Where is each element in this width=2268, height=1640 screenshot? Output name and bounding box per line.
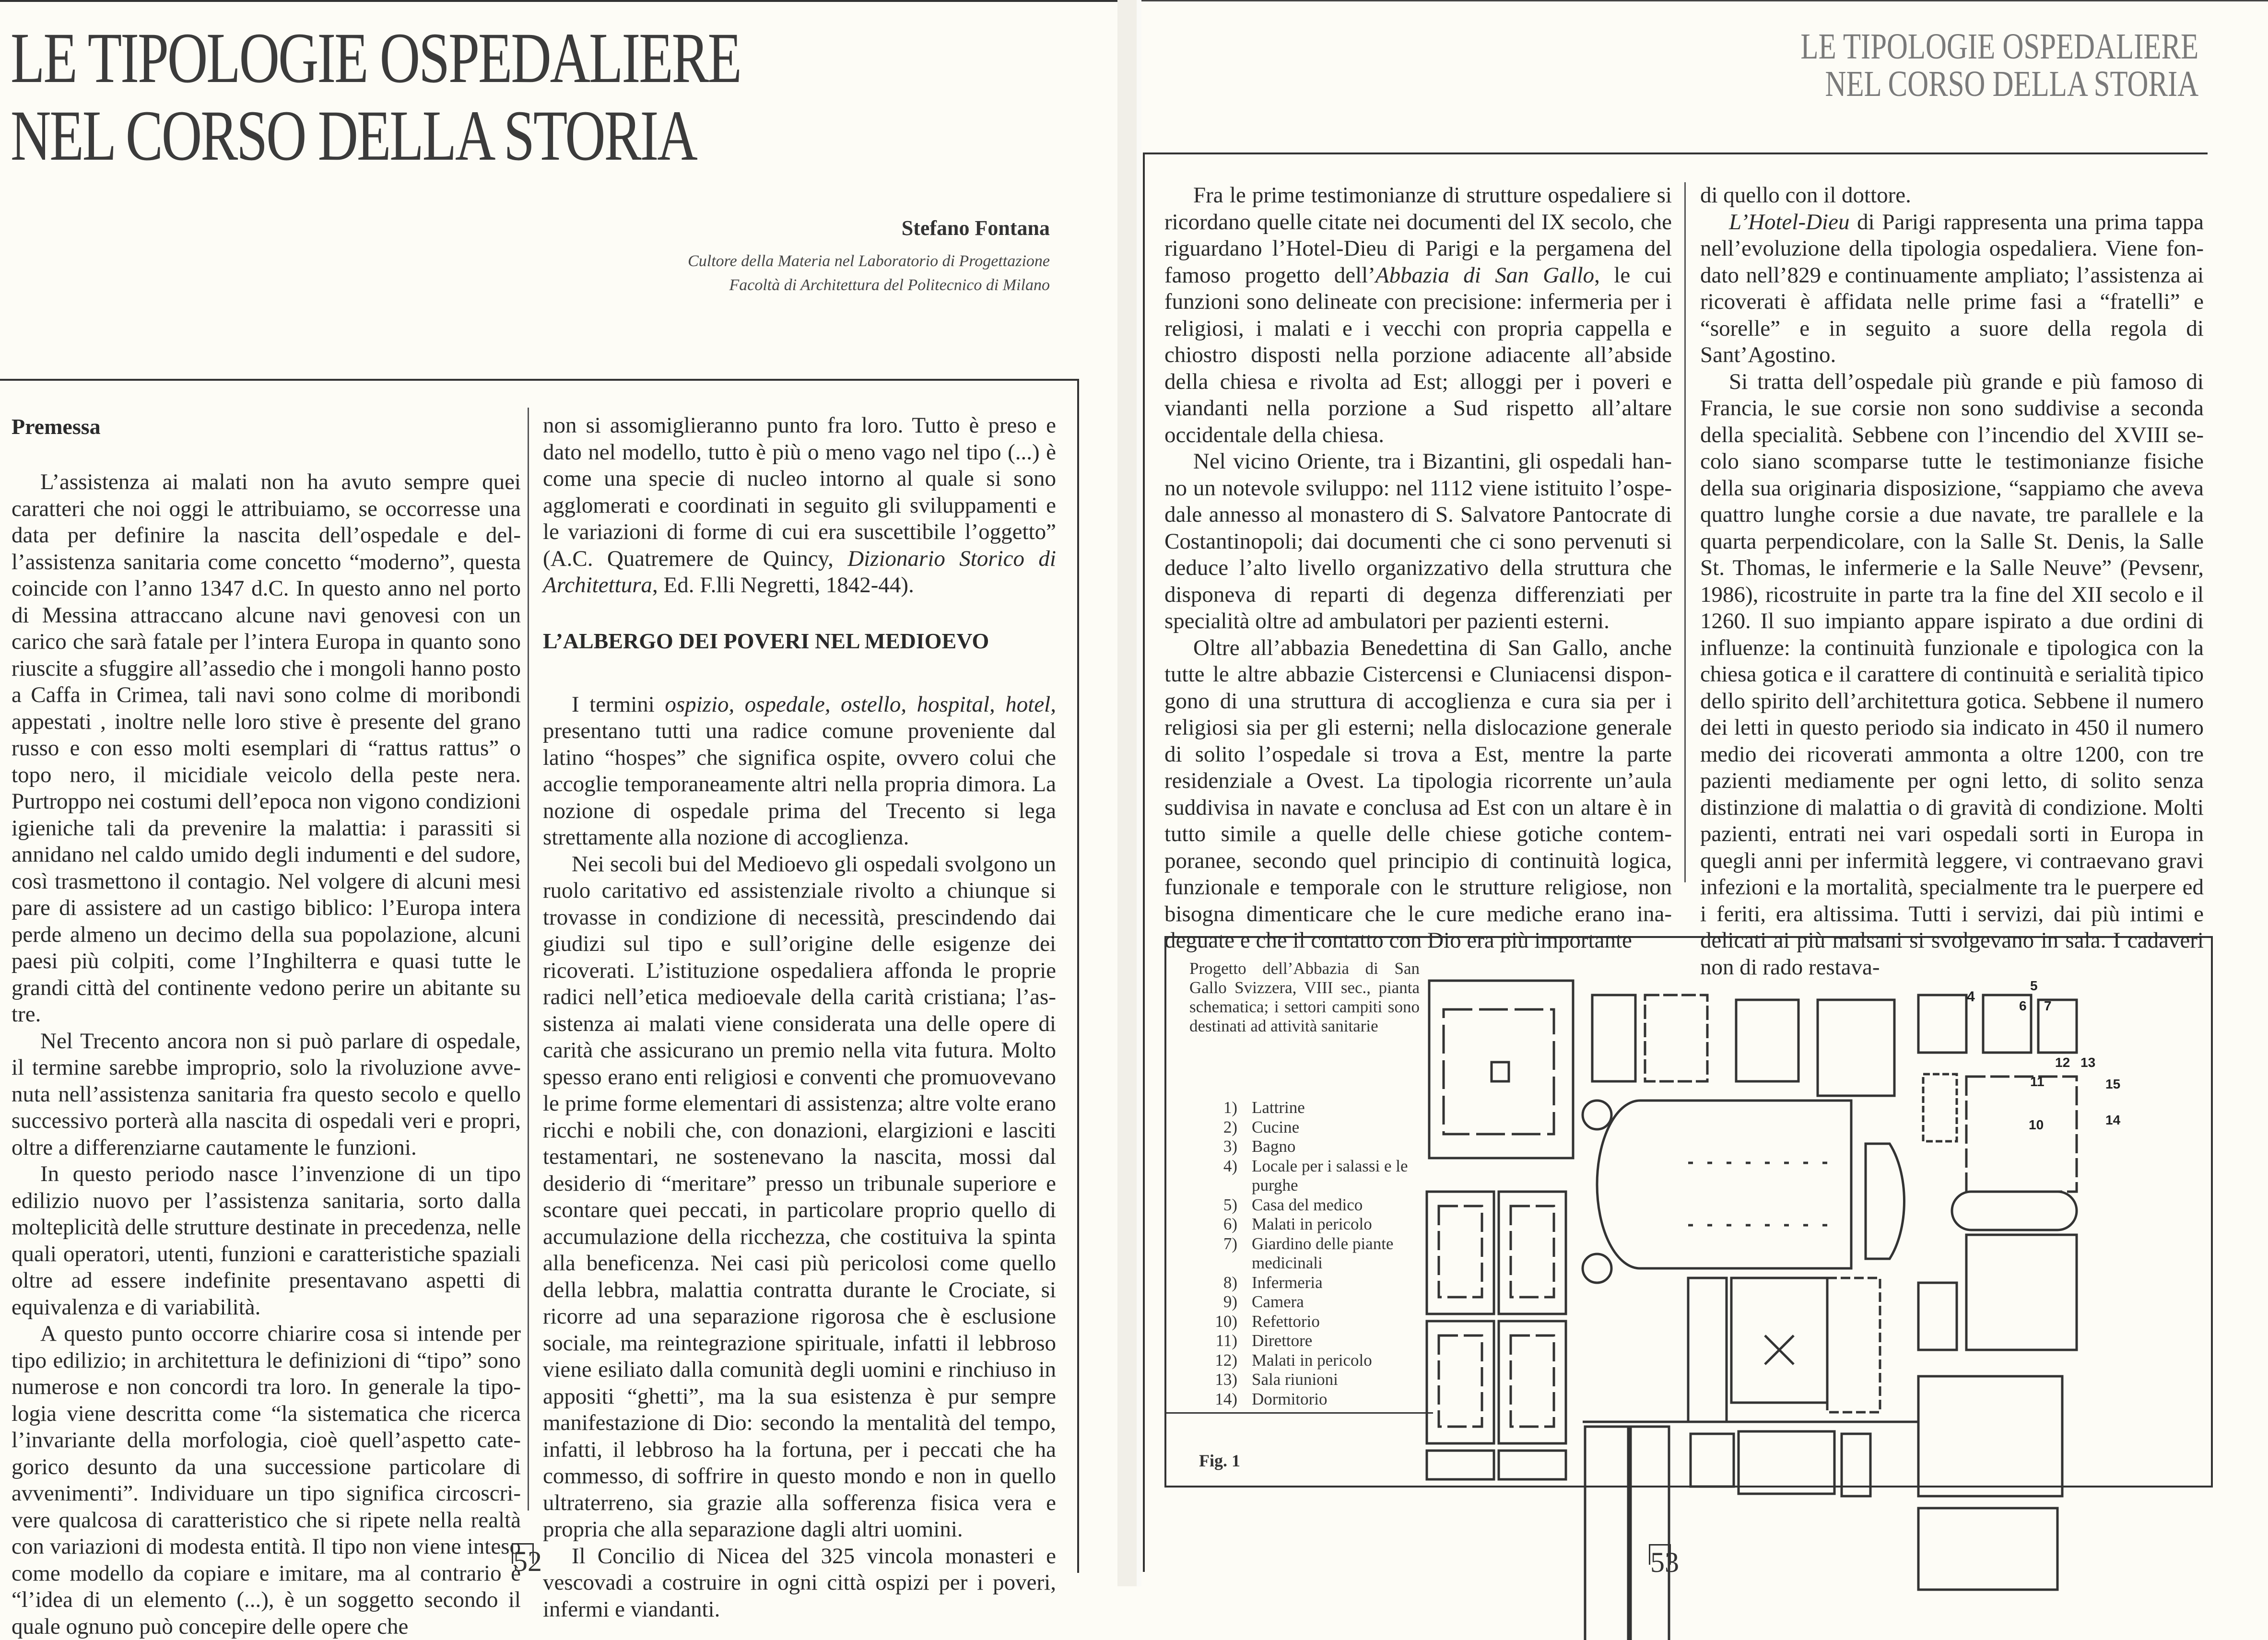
- plan-garden: [1918, 1376, 2062, 1496]
- plan-block: [1511, 1335, 1554, 1427]
- plan-infirmary: [1966, 1077, 2077, 1192]
- legend-item: [1189, 1331, 1420, 1351]
- page-number-right: 53: [1649, 1544, 1671, 1565]
- plan-church: [1597, 1101, 1851, 1268]
- plan-block: [1827, 1278, 1880, 1412]
- italic-hotel-dieu: L’Hotel-Dieu: [1729, 209, 1850, 234]
- plan-block: [1736, 1000, 1798, 1081]
- right-frame-top-rule: [1143, 152, 2208, 154]
- figure-caption: Progetto dell’Abbazia di San Gallo Svizzera, VIII sec., pianta schematica; i settori campiti sono destinati ad attività sanitarie: [1189, 959, 1420, 1035]
- legend-number: 13): [1215, 1370, 1237, 1389]
- plan-label-12: 12: [2055, 1055, 2070, 1070]
- paragraph: Nel vicino Oriente, tra i Bizantini, gli ospedali hanno un notevole sviluppo: nel 1112 viene istituito l’ospedale annesso al monastero di S. Salvatore Pantocrate di Costantinopoli; dai documenti che ci sono pervenuti si deduce l’alto livello organizzativo della struttura che disponeva di reparti di degenza differenziati per specialità oltre ad ambulatori per pazienti esterni.: [1164, 449, 1672, 633]
- legend-text: Refettorio: [1252, 1312, 1320, 1331]
- book-gutter: [1117, 0, 1137, 1586]
- paragraph: A questo punto occorre chiarire cosa si intende per tipo edilizio; in architettura le definizioni di “tipo” sono numerose e non concordi tra loro. In generale la tipologia viene descritta come “la sistematica che ricerca l’invariante della morfologia, cioè quell’aspetto categorico desunto da una successione particolare di avvenimenti”. Individuare un tipo significa circoscrivere qualcosa di caratteristico che si ripete nella realtà con variazioni di modesta entità. Il tipo non viene inteso come modello da copiare e imitare, ma al contrario è “l’idea di un elemento (...), è un soggetto secondo il quale ognuno può concepire delle opere che: [12, 1321, 521, 1639]
- plan-block: [1499, 1321, 1566, 1443]
- legend-item: [1189, 1312, 1420, 1332]
- left-column-divider: [528, 408, 529, 1511]
- legend-item: [1189, 1157, 1420, 1195]
- book-gutter-edge: [1137, 0, 1141, 1586]
- quote-text: non si assomiglieranno punto fra loro. Tutto è preso e dato nel modello, tutto è più o meno vago nel tipo (...) è come una specie di nucleo intorno al quale si sono agglomerati e coordinati in seguito gli sviluppamenti e le variazioni di forme di cui era suscettibile l’oggetto” (A.C. Quatremere de Quincy,: [543, 413, 1056, 571]
- legend-item: [1189, 1390, 1420, 1409]
- text-span: , le cui funzioni sono delineate con precisione: infermeria per i religiosi, i malati e i vecchi con propria cappella e chiostro disposti nella porzione adiacente all’abside della chiesa e rivolta ad Est; alloggi per i poveri e viandanti nella porzione a Sud rispetto all’altare occidentale della chiesa.: [1164, 262, 1672, 447]
- plan-tower: [1583, 1101, 1611, 1129]
- paragraph: [1700, 209, 2204, 369]
- legend-text: Lattrine: [1252, 1098, 1305, 1117]
- text-span: I termini: [572, 691, 665, 717]
- citation-tail: , Ed. F.lli Negretti, 1842-44).: [652, 573, 914, 597]
- legend-text: Dormitorio: [1252, 1389, 1328, 1408]
- legend-item: [1189, 1351, 1420, 1371]
- plan-block: [1631, 1427, 1669, 1640]
- plan-block: [1918, 995, 1966, 1053]
- legend-item: [1189, 1292, 1420, 1312]
- plan-block: [1439, 1206, 1482, 1297]
- abbey-floor-plan: [1420, 971, 2211, 1484]
- plan-label-13: 13: [2080, 1055, 2096, 1070]
- text-span: presentano tutti una radice comune proveniente dal latino “hospes” che significa ospite, ovvero colui che accoglie temporaneamente altri nella propria dimora. La nozione di ospedale prima del Trecento si lega strettamente alla nozione di accoglienza.: [543, 718, 1056, 850]
- legend-number: 2): [1223, 1117, 1237, 1136]
- plan-block: [1492, 1062, 1509, 1081]
- plan-infirmary-chapel: [1952, 1192, 2077, 1230]
- legend-item: [1189, 1098, 1420, 1118]
- legend-text: Casa del medico: [1252, 1195, 1363, 1214]
- legend-number: 9): [1223, 1292, 1237, 1311]
- plan-label-14: 14: [2105, 1113, 2121, 1127]
- figure-label: Fig. 1: [1199, 1451, 1240, 1470]
- left-frame-top-rule: [0, 379, 1079, 381]
- right-column-divider: [1684, 182, 1686, 882]
- legend-number: 4): [1223, 1156, 1237, 1175]
- plan-block: [1427, 1451, 1494, 1479]
- legend-text: Malati in pericolo: [1252, 1350, 1372, 1370]
- legend-number: 3): [1223, 1137, 1237, 1156]
- legend-item: [1189, 1137, 1420, 1157]
- legend-text: Bagno: [1252, 1137, 1296, 1156]
- right-page-top-rule: [1141, 0, 2268, 1]
- legend-item: [1189, 1370, 1420, 1390]
- plan-block: [1923, 1074, 1957, 1141]
- plan-block: [1918, 1283, 1957, 1350]
- paragraph: [543, 691, 1056, 851]
- plan-block: [1427, 1321, 1494, 1443]
- plan-block: [1966, 1235, 2077, 1350]
- italic-abbazia: Abbazia di San Gallo: [1375, 262, 1595, 288]
- plan-block: [1444, 1009, 1554, 1134]
- author-affiliation: [688, 249, 1050, 297]
- legend-number: 7): [1223, 1234, 1237, 1253]
- right-page-column-2: [1700, 182, 2204, 981]
- legend-text: Infermeria: [1252, 1273, 1323, 1292]
- plan-block: [1439, 1335, 1482, 1427]
- plan-cloister: [1731, 1278, 1827, 1403]
- left-page-column-2: [543, 412, 1056, 1623]
- legend-text: Camera: [1252, 1292, 1304, 1311]
- paragraph: Si tratta dell’ospedale più grande e più famoso di Francia, le sue corsie non sono suddivise a seconda della specialità. Sebbene con l’incendio del XVIII secolo siano scomparse tutte le testimonianze fisiche della sua originaria disposizione, “sappiamo che aveva quattro lunghe corsie a due navate, tre parallele e la quarta perpendicolare, con la Salle St. Denis, la Salle St. Thomas, le infermerie e la Salle Neuve” (Pevsenr, 1986), ricostruite in parte tra la fine del XII secolo e il 1260. Il suo impianto appare ispirato a due ordini di influenze: la continuità funzionale e tipologica con la chiesa gotica e il carattere di continuità e serialità tipico dello spirito dell’architettura gotica. Sebbene il numero dei letti in questo periodo sia indicato in 450 il numero medio dei ricoverati ammonta a oltre 1200, con tre pazienti mediamente per ogni letto, di solito senza distinzione di malattia o di gravità di condizione. Molti pazienti, entrati nei vari ospedali sorti in Europa in quegli anni per infermità leggere, vi contraevano gravi infezioni e la mortalità, specialmente tra le puerpere ed i feriti, era altissima. Tutti i servizi, dai più intimi e delicati ai più malsani si svolgevano in sala. I cadaveri non di rado restava-: [1700, 369, 2204, 980]
- legend-number: 5): [1223, 1195, 1237, 1214]
- plan-tower: [1583, 1254, 1611, 1283]
- plan-block: [1511, 1206, 1554, 1297]
- plan-block: [1691, 1434, 1734, 1487]
- running-header-line1: LE TIPOLOGIE OSPEDALIERE: [1800, 26, 2198, 67]
- plan-block: [1427, 1192, 1494, 1314]
- legend-text: Malati in pericolo: [1252, 1215, 1372, 1233]
- paragraph: [543, 412, 1056, 599]
- legend-item: [1189, 1234, 1420, 1273]
- plan-grid-left: [1427, 1192, 1566, 1479]
- legend-text: Cucine: [1252, 1117, 1300, 1136]
- plan-church-apse: [1866, 1144, 1904, 1259]
- section-heading-albergo: L’ALBERGO DEI POVERI NEL MEDIOEVO: [543, 628, 989, 653]
- paragraph: Nei secoli bui del Medioevo gli ospedali svolgono un ruolo caritativo ed assistenziale rivolto a chiunque si trovasse in condizione di necessità, prescindendo dai giudizi sul tipo e sull’origine delle esigenze dei ricoverati. L’istituzione ospedaliera affonda le proprie radici nell’etica medioevale della carità cristiana; l’assistenza ai malati viene considerata una delle opere di carità che assicurano un premio nella vita futura. Molto spesso erano enti religiosi e conventi che promuovevano le prime forme elementari di assistenza; altre volte erano ricchi e nobili che, con donazioni, elargizioni e lasciti testamentari, ne sostenevano la nascita, mossi dal desiderio di “meritare” presso un tribunale superiore e scontare quei peccati, in particolare proprio quello di accumulazione della ricchezza, che costituiva la spinta alla beneficenza. Nei casi più pericolosi come quello della lebbra, malattia contratta durante le Crociate, si ricorre ad una separazione rigorosa che è esclusione sociale, ma reintegrazione spirituale, infatti il lebbroso viene esiliato dalla comunità degli uomini e rinchiuso in appositi “ghetti”, ma la sua esistenza è pur sempre manifestazione di Dio: secondo la mentalità del tempo, infatti, il lebbroso ha la fortuna, per i peccati che ha commesso, di soffrire in questo mondo e non in quello ultraterreno, sia grazie alla sofferenza fisica vera e propria che alla separazione dagli altri uomini.: [543, 851, 1056, 1542]
- legend-number: 11): [1215, 1331, 1237, 1350]
- page-number-left: 52: [512, 1543, 534, 1564]
- legend-text: Giardino delle piante medicinali: [1252, 1234, 1394, 1272]
- legend-number: 14): [1215, 1389, 1237, 1408]
- legend-number: 1): [1223, 1098, 1237, 1117]
- plan-block: [1499, 1192, 1566, 1314]
- plan-label-10: 10: [2029, 1117, 2044, 1132]
- left-page-top-rule: [0, 0, 1117, 2]
- paragraph: Oltre all’abbazia Benedettina di San Gallo, anche tutte le altre abbazie Cistercensi e Cluniacensi dispongono di una struttura di accoglienza e cura sia per i religiosi sia per gli esterni; nella dislocazione generale di solito l’ospedale si trova a Est, mentre la parte residenziale a Ovest. La tipologia ricorrente un’aula suddivisa in navate e conclusa ad Est con un altare è in tutto simile a quelle delle chiese gotiche contemporanee, secondo quel principio di continuità logica, funzionale e temporale con le strutture religiose, non bisogna dimenticare che le cure mediche erano inadeguate e che il contatto con Dio era più importante: [1164, 635, 1672, 953]
- plan-block: [1645, 995, 1707, 1081]
- text-span: di Parigi rappresenta una prima tappa nell’evoluzione della tipologia ospedaliera. Viene fondato nell’829 e continuamente ampliato; l’assistenza ai ricoverati è affidata nelle prime fasi a “fratelli” e “sorelle” e in seguito a suore della regola di Sant’Agostino.: [1700, 209, 2204, 367]
- legend-number: 12): [1215, 1350, 1237, 1370]
- plan-block: [1818, 1000, 1894, 1096]
- figure-legend: [1189, 1098, 1420, 1409]
- plan-cloister-cross: [1765, 1335, 1794, 1364]
- affiliation-line1: Cultore della Materia nel Laboratorio di Progettazione: [688, 252, 1050, 270]
- legend-number: 6): [1223, 1215, 1237, 1233]
- article-title: [11, 19, 740, 175]
- legend-number: 8): [1223, 1273, 1237, 1292]
- article-title-line2: NEL CORSO DELLA STORIA: [11, 96, 696, 176]
- legend-item: [1189, 1195, 1420, 1215]
- plan-label-5: 5: [2030, 978, 2038, 993]
- legend-item: [1189, 1118, 1420, 1137]
- running-header: [1800, 28, 2198, 103]
- paragraph: Il Concilio di Nicea del 325 vincola monasteri e vescovadi a costruire in ogni città ospizi per i poveri, infermi e viandanti.: [543, 1543, 1056, 1622]
- plan-label-7: 7: [2044, 998, 2052, 1013]
- article-title-line1: LE TIPOLOGIE OSPEDALIERE: [11, 18, 740, 98]
- legend-text: Locale per i salassi e le purghe: [1252, 1156, 1408, 1195]
- text-span: Fra le prime testimonianze di strutture ospedaliere si ricordano quelle citate nei documenti del IX secolo, che riguardano l’Hotel-Dieu di Parigi e la pergamena del famoso progetto dell’: [1164, 183, 1672, 288]
- affiliation-line2: Facoltà di Architettura del Politecnico di Milano: [729, 276, 1050, 294]
- plan-block: [1918, 1508, 2057, 1590]
- legend-text: Direttore: [1252, 1331, 1313, 1350]
- left-page-column-1: [12, 412, 521, 1640]
- citation-title: Dizionario Storico di Architettura: [543, 546, 1056, 597]
- right-page-column-1: [1164, 182, 1672, 954]
- legend-text: Sala riunioni: [1252, 1370, 1338, 1389]
- plan-label-11: 11: [2030, 1074, 2045, 1089]
- author-name: Stefano Fontana: [901, 216, 1050, 240]
- left-frame-right-rule: [1077, 379, 1079, 1573]
- legend-item: [1189, 1273, 1420, 1293]
- paragraph: di quello con il dottore.: [1700, 183, 1911, 208]
- plan-block: [1585, 1427, 1628, 1640]
- paragraph: [1164, 182, 1672, 448]
- legend-item: [1189, 1215, 1420, 1234]
- plan-block: [1688, 1278, 1727, 1422]
- plan-label-15: 15: [2105, 1077, 2121, 1091]
- plan-block: [1429, 981, 1573, 1158]
- plan-block: [1592, 995, 1635, 1081]
- right-frame-left-rule: [1143, 152, 1145, 1572]
- plan-label-6: 6: [2019, 998, 2027, 1013]
- legend-number: 10): [1215, 1312, 1237, 1331]
- running-header-line2: NEL CORSO DELLA STORIA: [1825, 64, 2198, 104]
- paragraph: In questo periodo nasce l’invenzione di un tipo edilizio nuovo per l’assistenza sanitaria, sorto dalla molteplicità delle strutture destinate in precedenza, nelle quali operatori, utenti, funzioni e caratteristiche spaziali oltre ad essere indefinite presentavano aspetti di equivalenza e di variabilità.: [12, 1161, 521, 1320]
- legend-separator: [1164, 1412, 1433, 1414]
- italic-terms: ospizio, ospedale, ostello, hospital, hotel,: [665, 691, 1056, 717]
- paragraph: L’assistenza ai malati non ha avuto sempre quei caratteri che noi oggi le attribuiamo, se occorresse una data per definire la nascita dell’ospedale e dell’assistenza sanitaria come concetto “moderno”, questa coincide con l’anno 1347 d.C. In questo anno nel porto di Messina attraccano alcune navi genovesi con un carico che sarà fatale per l’intera Europa in quanto sono riuscite a sfuggire all’assedio che i mongoli hanno posto a Caffa in Crimea, tali navi sono colme di moribondi appestati , inoltre nelle loro stive è presente del grano russo e con esso molti esemplari di “rattus rattus” o topo nero, il micidiale veicolo della peste nera. Purtroppo nei costumi dell’epoca non vigono condizioni igieniche tali da prevenire la malattia: i parassiti si annidano nel caldo umido degli indumenti e del sudore, così trasmettono il contagio. Nel volgere di alcuni mesi pare di assistere ad un castigo biblico: l’Europa intera perde almeno un decimo della sua popolazione, alcuni paesi più colpiti, come l’Inghilterra e quasi tutte le grandi città del continente vedono perire un abitante su tre.: [12, 469, 521, 1027]
- plan-label-4: 4: [1967, 989, 1975, 1005]
- section-heading-premessa: Premessa: [12, 414, 101, 439]
- plan-block: [1499, 1451, 1566, 1479]
- paragraph: Nel Trecento ancora non si può parlare di ospedale, il termine sarebbe improprio, solo la rivoluzione avvenuta nell’assistenza sanitaria fra questo secolo e quello successivo porterà alla nascita di ospedali veri e propri, oltre a differenziarne cautamente le funzioni.: [12, 1028, 521, 1160]
